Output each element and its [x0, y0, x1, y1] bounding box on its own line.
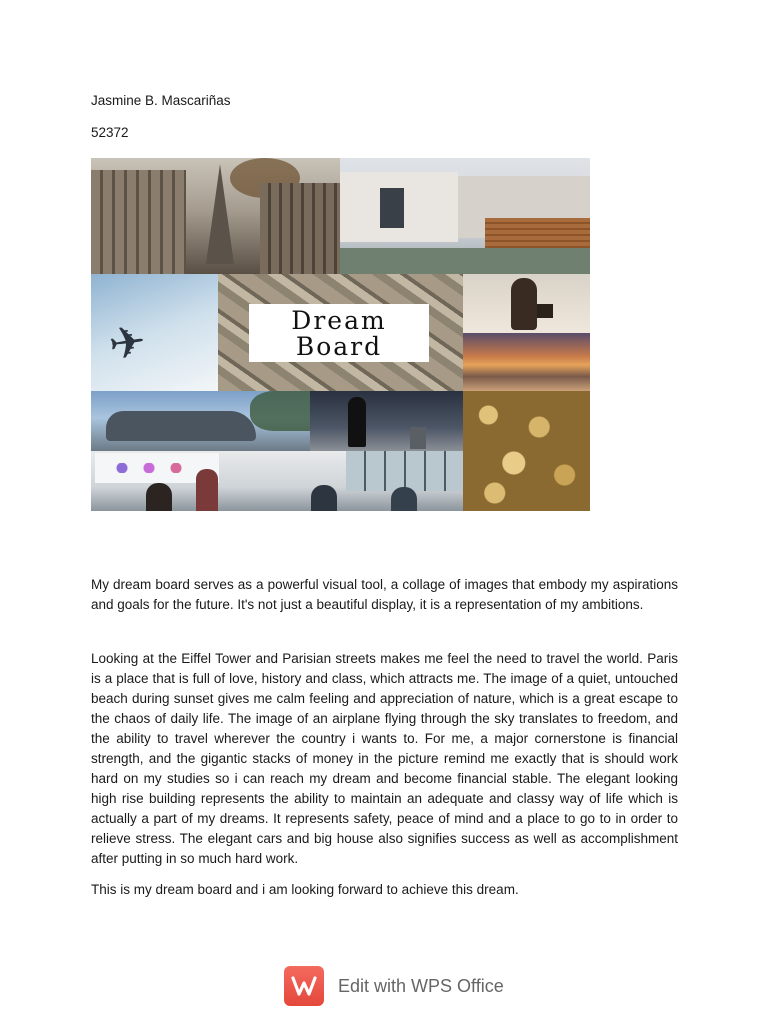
- money-stacks-image: [218, 274, 463, 391]
- wps-edit-label[interactable]: Edit with WPS Office: [338, 975, 504, 996]
- paris-eiffel-tower-image: [91, 158, 340, 274]
- wps-office-icon: [284, 966, 324, 1006]
- airplane-sky-image: [91, 274, 218, 391]
- dream-board-title-box: [249, 304, 429, 362]
- beach-sunset-image: [463, 333, 590, 391]
- dream-board-title-line2: Board: [295, 332, 383, 361]
- student-id: 52372: [91, 125, 129, 140]
- dream-board-title-line1: Dream: [291, 306, 387, 335]
- luxury-car-image: [91, 391, 310, 451]
- body-paragraph-2: Looking at the Eiffel Tower and Parisian streets makes me feel the need to travel the world. Paris is a place that is full of love, history and class, which attracts me. The image of a quiet, untouched beach during sunset gives me calm feeling and appreciation of nature, which is a great escape to the chaos of daily life. The image of an airplane flying through the sky translates to freedom, and the ability to travel wherever the country i wants to. For me, a major cornerstone is financial strength, and the gigantic stacks of money in the picture remind me exactly that is should work hard on my studies so i can reach my dream and become financial stable. The elegant looking high rise building represents the ability to maintain an adequate and classy way of life which is actually a part of my dreams. It represents safety, peace of mind and a place to go to in order to relieve stress. The elegant cars and big house also signifies success as well as accomplishment after putting in so much hard work.: [91, 651, 678, 866]
- author-name: Jasmine B. Mascariñas: [91, 93, 231, 108]
- gold-coins-image: [463, 391, 590, 511]
- body-paragraph-3: This is my dream board and i am looking forward to achieve this dream.: [91, 882, 519, 897]
- office-meeting-image: [91, 451, 463, 511]
- wps-edit-banner[interactable]: [284, 965, 504, 1007]
- body-paragraph-1: My dream board serves as a powerful visual tool, a collage of images that embody my aspirations and goals for the future. It's not just a beautiful display, it is a representation of my ambitions.: [91, 577, 678, 612]
- airport-traveler-image: [310, 391, 463, 451]
- airplane-icon: ✈: [105, 316, 150, 371]
- woman-beach-image: [463, 274, 590, 333]
- modern-house-image: [340, 158, 590, 274]
- dream-board-collage: [91, 158, 590, 511]
